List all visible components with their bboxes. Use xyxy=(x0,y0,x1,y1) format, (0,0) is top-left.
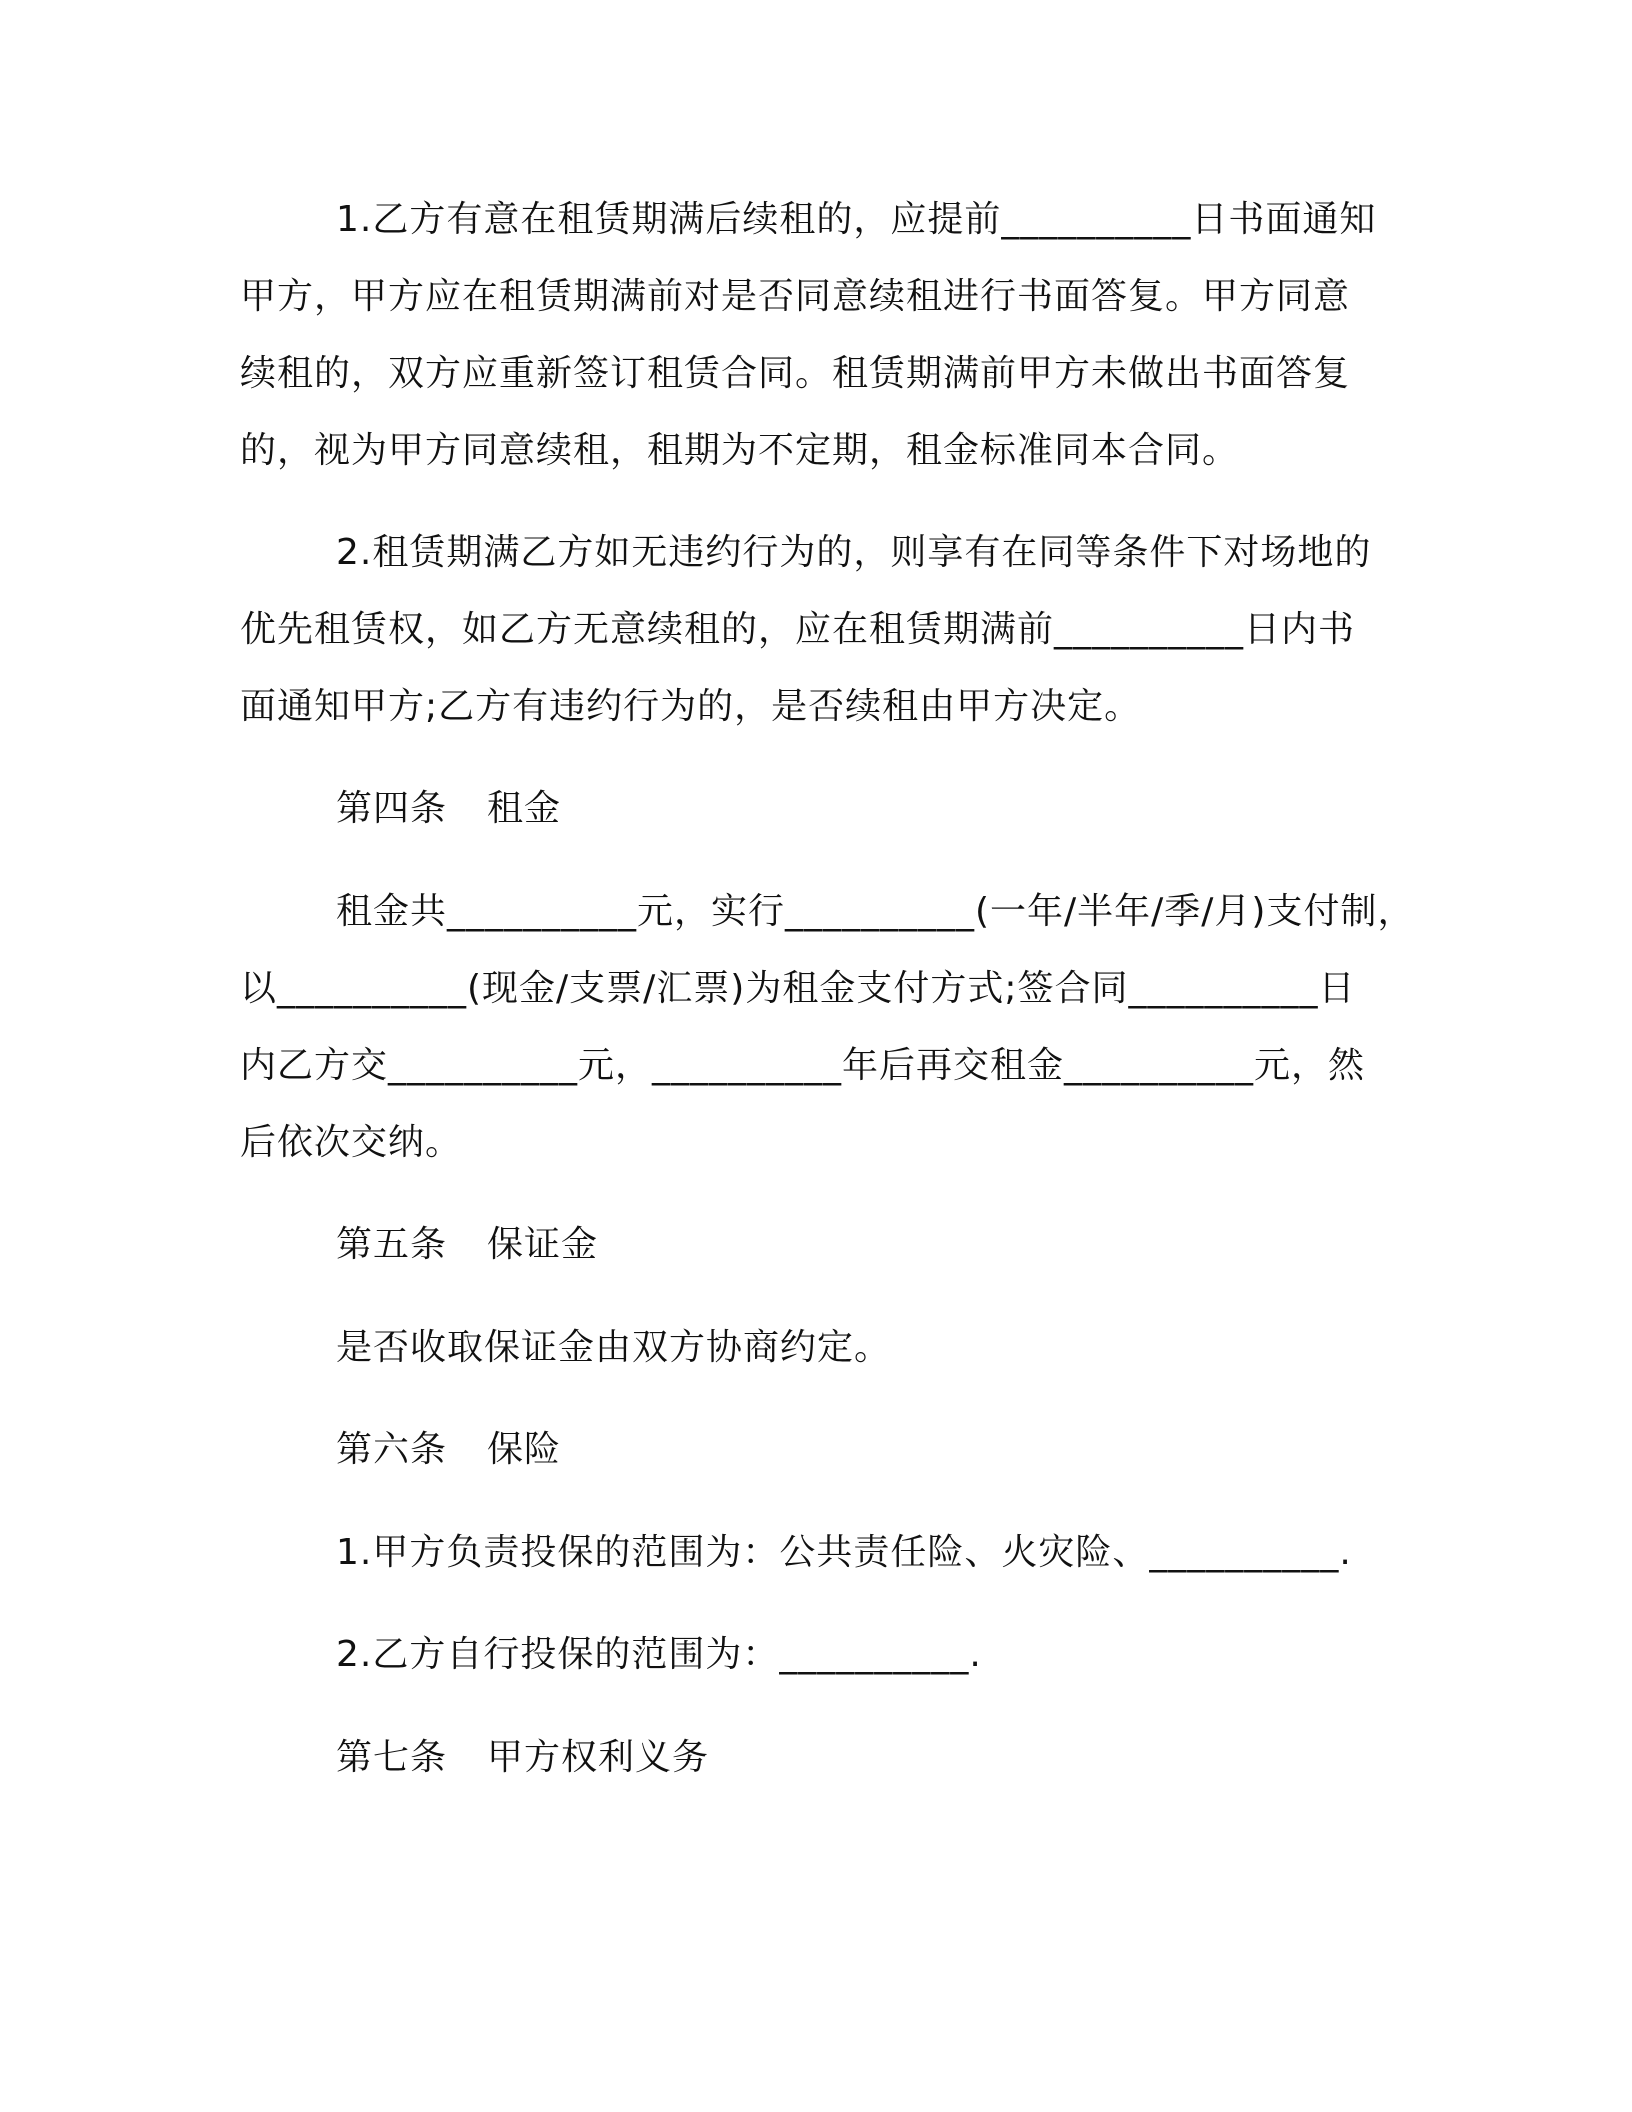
rent-line-4: 后依次交纳。 xyxy=(240,1122,463,1163)
clause-6-heading xyxy=(336,1426,561,1474)
rent-line-3: 内乙方交__________元，__________年后再交租金__________元，然 xyxy=(240,1045,1366,1086)
renewal-notice-line-1: 1.乙方有意在租赁期满后续租的，应提前__________日书面通知 xyxy=(336,199,1377,240)
clause-7-heading xyxy=(336,1734,709,1782)
insurance-item-2: 2.乙方自行投保的范围为：__________. xyxy=(336,1634,982,1675)
priority-lease-line-2: 优先租赁权，如乙方无意续租的，应在租赁期满前__________日内书 xyxy=(240,609,1356,650)
clause-5-title: 保证金 xyxy=(487,1224,599,1265)
deposit-text: 是否收取保证金由双方协商约定。 xyxy=(336,1327,892,1368)
clause-5-heading xyxy=(336,1221,598,1269)
clause-4-number: 第四条 xyxy=(336,788,448,829)
clause-7-title: 甲方权利义务 xyxy=(487,1737,710,1778)
insurance-item-1: 1.甲方负责投保的范围为：公共责任险、火灾险、__________. xyxy=(336,1532,1352,1573)
priority-lease-line-3: 面通知甲方;乙方有违约行为的，是否续租由甲方决定。 xyxy=(240,686,1142,727)
rent-line-1: 租金共__________元，实行__________(一年/半年/季/月)支付制， xyxy=(336,891,1415,932)
clause-6-number: 第六条 xyxy=(336,1429,448,1470)
rent-line-2: 以__________(现金/支票/汇票)为租金支付方式;签合同__________日 xyxy=(240,968,1356,1009)
clause-6-title: 保险 xyxy=(487,1429,562,1470)
clause-4-title: 租金 xyxy=(487,788,562,829)
renewal-notice-line-4: 的，视为甲方同意续租，租期为不定期，租金标准同本合同。 xyxy=(240,430,1240,471)
priority-lease-line-1: 2.租赁期满乙方如无违约行为的，则享有在同等条件下对场地的 xyxy=(336,532,1372,573)
clause-5-number: 第五条 xyxy=(336,1224,448,1265)
renewal-notice-line-3: 续租的，双方应重新签订租赁合同。租赁期满前甲方未做出书面答复 xyxy=(240,353,1351,394)
clause-7-number: 第七条 xyxy=(336,1737,448,1778)
clause-4-heading xyxy=(336,785,561,833)
renewal-notice-line-2: 甲方，甲方应在租赁期满前对是否同意续租进行书面答复。甲方同意 xyxy=(240,276,1351,317)
